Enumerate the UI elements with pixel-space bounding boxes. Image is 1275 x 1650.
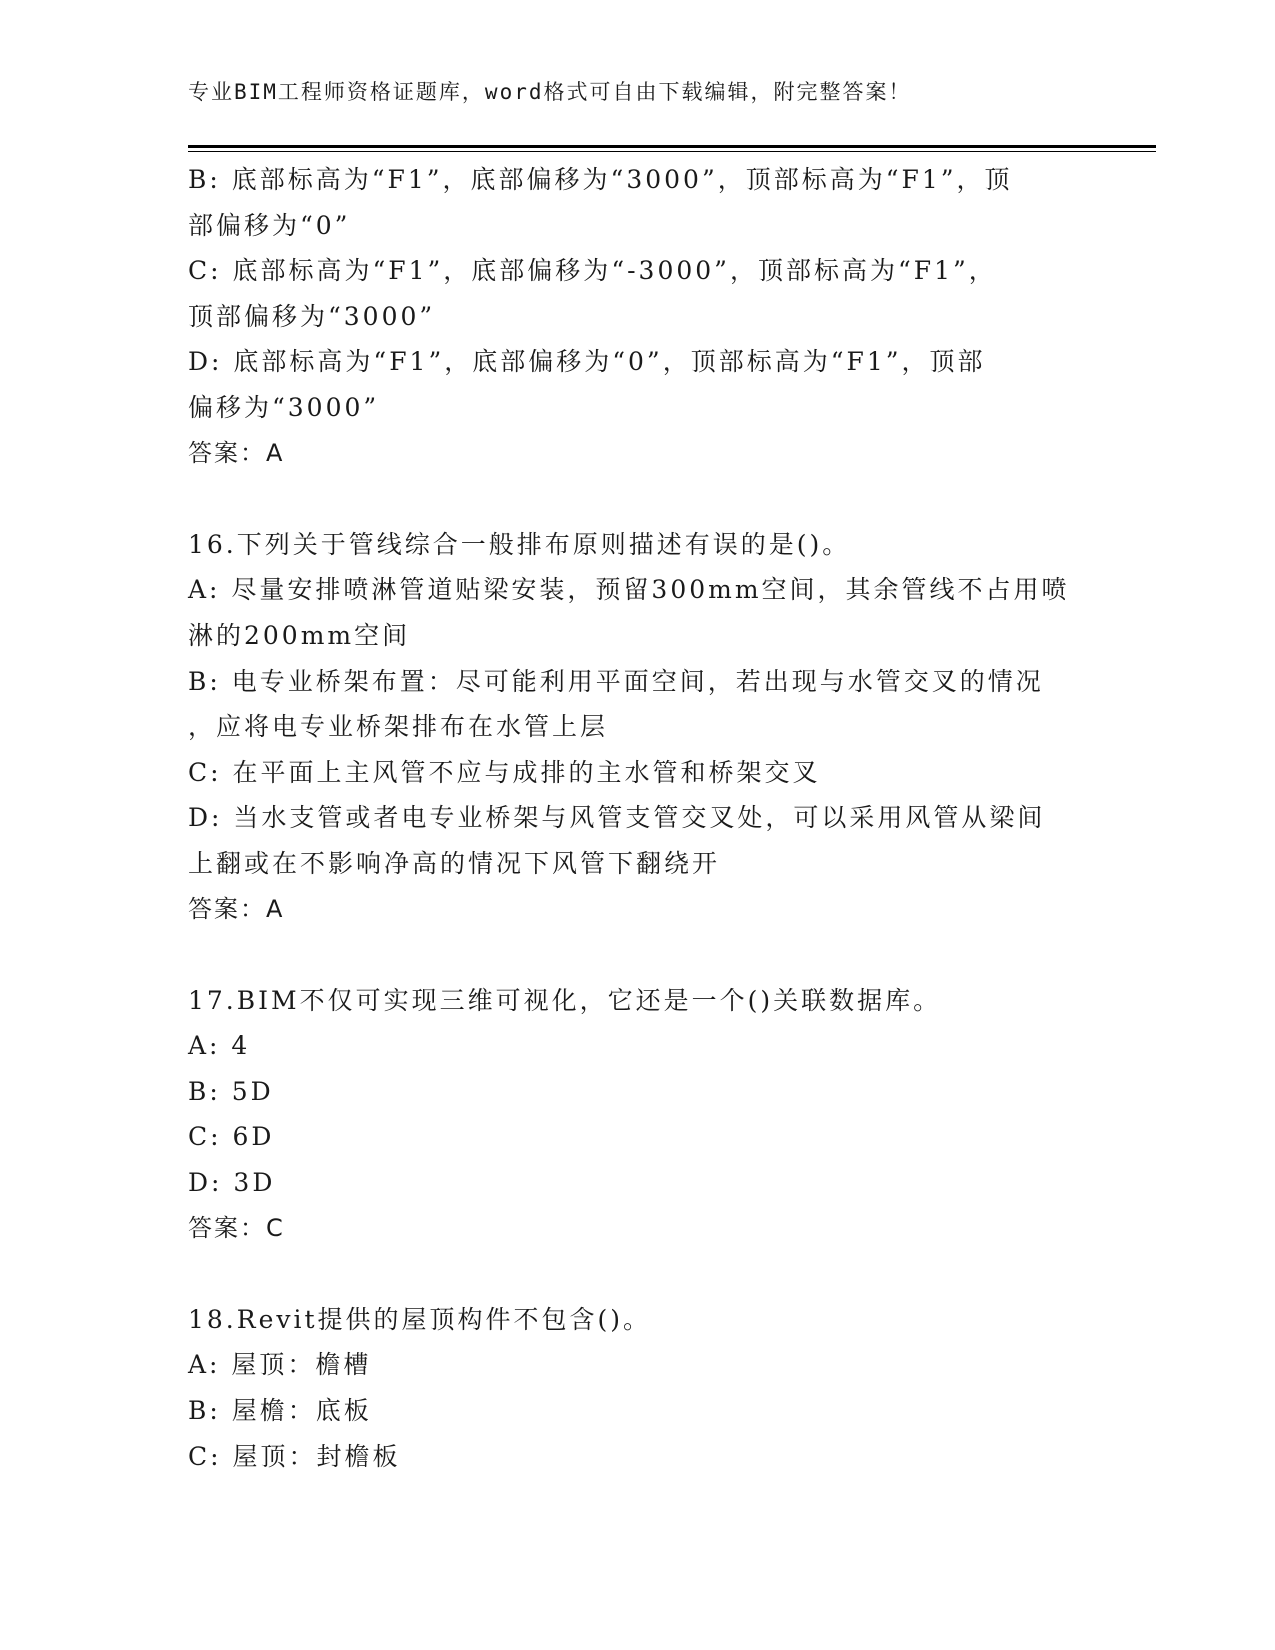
- question-title: 18.Revit提供的屋顶构件不包含()。: [188, 1304, 652, 1334]
- question-title: 17.BIM不仅可实现三维可视化，它还是一个()关联数据库。: [188, 985, 942, 1015]
- option-line: B: 底部标高为“F1”，底部偏移为“3000”，顶部标高为“F1”，顶: [188, 165, 1013, 194]
- option-line: A: 屋顶：檐槽: [188, 1350, 372, 1380]
- question-16: [188, 522, 1088, 932]
- option-line: 部偏移为“0”: [188, 210, 351, 240]
- answer-line: 答案：A: [188, 438, 285, 467]
- option-line: B: 电专业桥架布置：尽可能利用平面空间，若出现与水管交叉的情况: [188, 666, 1044, 696]
- question-18: [188, 1297, 1088, 1479]
- previous-question-continuation: [188, 157, 1088, 476]
- option-line: B: 屋檐：底板: [188, 1396, 372, 1426]
- option-line: D: 当水支管或者电专业桥架与风管支管交叉处，可以采用风管从梁间: [188, 803, 1046, 833]
- document-body: [188, 157, 1088, 1479]
- spacer: [188, 476, 1088, 522]
- header-divider-thin: [188, 151, 1156, 152]
- option-line: D: 底部标高为“F1”，底部偏移为“0”，顶部标高为“F1”，顶部: [188, 347, 986, 377]
- option-line: A: 尽量安排喷淋管道贴梁安装，预留300mm空间，其余管线不占用喷: [188, 575, 1070, 605]
- option-line: C: 6D: [188, 1122, 275, 1152]
- option-line: D: 3D: [188, 1168, 276, 1198]
- option-line: 上翻或在不影响净高的情况下风管下翻绕开: [188, 848, 721, 878]
- spacer: [188, 1251, 1088, 1297]
- option-line: C: 在平面上主风管不应与成排的主水管和桥架交叉: [188, 757, 821, 787]
- option-line: B: 5D: [188, 1076, 274, 1106]
- option-line: C: 屋顶：封檐板: [188, 1441, 401, 1471]
- option-line: A: 4: [188, 1031, 251, 1061]
- option-line: 淋的200mm空间: [188, 620, 411, 650]
- question-title: 16.下列关于管线综合一般排布原则描述有误的是()。: [188, 529, 851, 559]
- option-line: 顶部偏移为“3000”: [188, 301, 436, 331]
- answer-line: 答案：C: [188, 1213, 285, 1242]
- option-line: ，应将电专业桥架排布在水管上层: [188, 712, 609, 742]
- option-line: C: 底部标高为“F1”，底部偏移为“-3000”，顶部标高为“F1”，: [188, 256, 997, 286]
- answer-line: 答案：A: [188, 894, 285, 923]
- spacer: [188, 932, 1088, 978]
- page-header-text: 专业BIM工程师资格证题库，word格式可自由下载编辑，附完整答案！: [188, 80, 912, 104]
- header-divider-thick: [188, 145, 1156, 148]
- option-line: 偏移为“3000”: [188, 392, 380, 422]
- question-17: [188, 978, 1088, 1252]
